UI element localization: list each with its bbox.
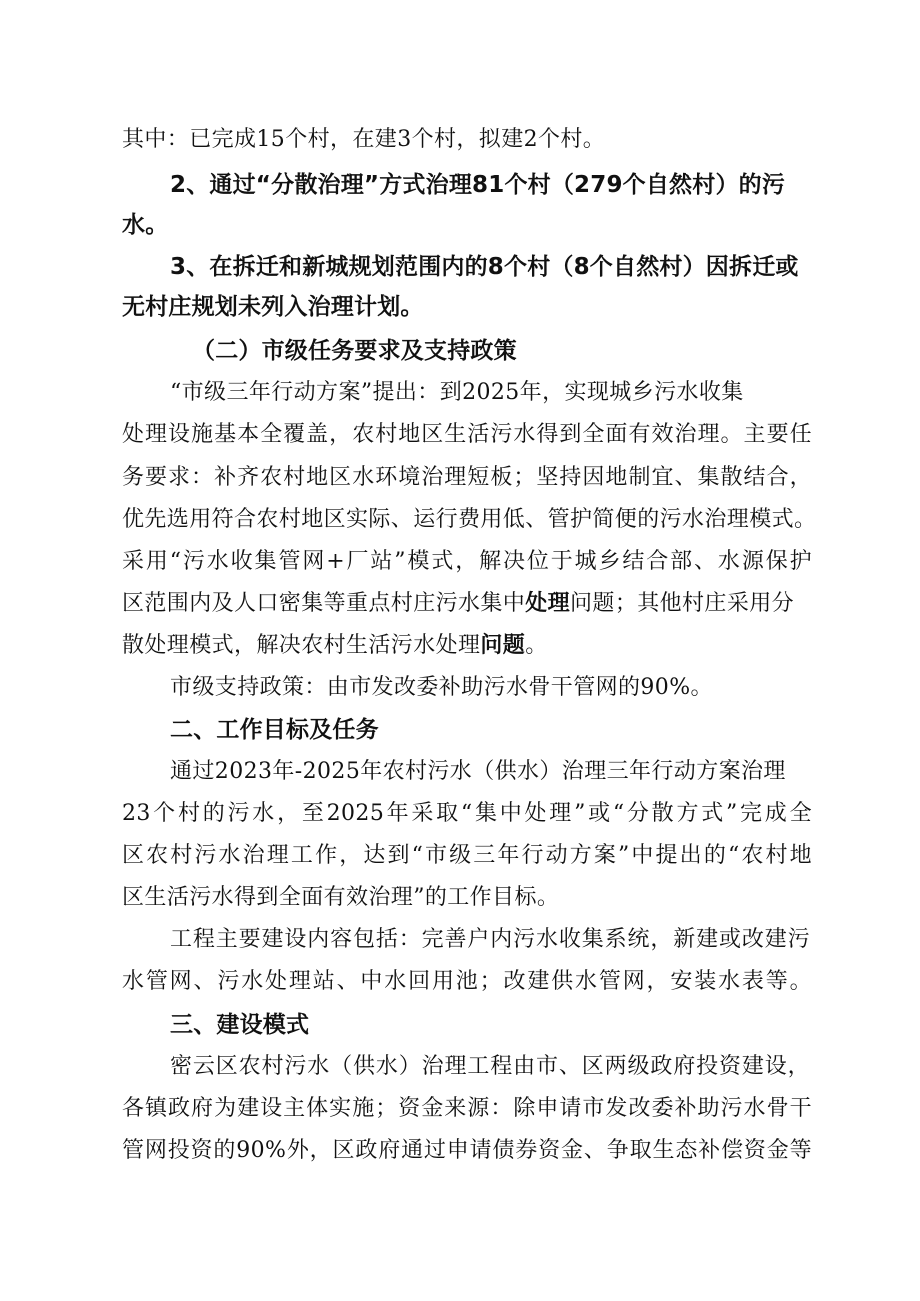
text-line: 各镇政府为建设主体实施；资金来源：除申请市发改委补助污水骨干 xyxy=(122,1096,812,1121)
text-line: 务要求：补齐农村地区水环境治理短板；坚持因地制宜、集散结合， xyxy=(122,465,812,490)
text-line: “市级三年行动方案”提出：到2025年，实现城乡污水收集 xyxy=(170,380,744,405)
emphasis-text: 处理 xyxy=(525,591,571,616)
text-line: 采用“污水收集管网+厂站”模式，解决位于城乡结合部、水源保护 xyxy=(122,549,812,574)
text-line xyxy=(122,631,548,661)
section-heading: 二、工作目标及任务 xyxy=(170,717,379,743)
text-line: 无村庄规划未列入治理计划。 xyxy=(122,294,424,320)
text-line: 处理设施基本全覆盖，农村地区生活污水得到全面有效治理。主要任 xyxy=(122,422,812,447)
text-line: 3、在拆迁和新城规划范围内的8个村（8个自然村）因拆迁或 xyxy=(170,254,799,280)
text-line: 区农村污水治理工作，达到“市级三年行动方案”中提出的“农村地 xyxy=(122,843,812,868)
text-segment: 问题；其他村庄采用分 xyxy=(570,591,795,616)
emphasis-text: 问题 xyxy=(480,633,526,658)
text-line: 工程主要建设内容包括：完善户内污水收集系统，新建或改建污 xyxy=(170,927,810,952)
text-line: 23个村的污水，至2025年采取“集中处理”或“分散方式”完成全 xyxy=(122,801,812,826)
text-line: 区生活污水得到全面有效治理”的工作目标。 xyxy=(122,885,560,910)
text-line: 管网投资的90%外，区政府通过申请债券资金、争取生态补偿资金等 xyxy=(122,1138,812,1163)
text-line: 密云区农村污水（供水）治理工程由市、区两级政府投资建设， xyxy=(170,1054,810,1079)
text-line: 市级支持政策：由市发改委补助污水骨干管网的90%。 xyxy=(170,675,713,700)
text-line xyxy=(122,589,794,619)
text-line: 通过2023年-2025年农村污水（供水）治理三年行动方案治理 xyxy=(170,759,786,784)
text-segment: 。 xyxy=(525,633,548,658)
text-segment: 区范围内及人口密集等重点村庄污水集中 xyxy=(122,591,526,616)
text-line: 2、通过“分散治理”方式治理81个村（279个自然村）的污 xyxy=(170,172,786,198)
text-line: 优先选用符合农村地区实际、运行费用低、管护简便的污水治理模式。 xyxy=(122,507,817,532)
text-line: 水。 xyxy=(122,212,169,238)
text-segment: 散处理模式，解决农村生活污水处理 xyxy=(122,633,481,658)
text-line: 其中：已完成15个村，在建3个村，拟建2个村。 xyxy=(122,127,606,152)
section-heading: 三、建设模式 xyxy=(170,1012,310,1038)
section-heading: （二）市级任务要求及支持政策 xyxy=(192,338,517,364)
text-line: 水管网、污水处理站、中水回用池；改建供水管网，安装水表等。 xyxy=(122,969,812,994)
